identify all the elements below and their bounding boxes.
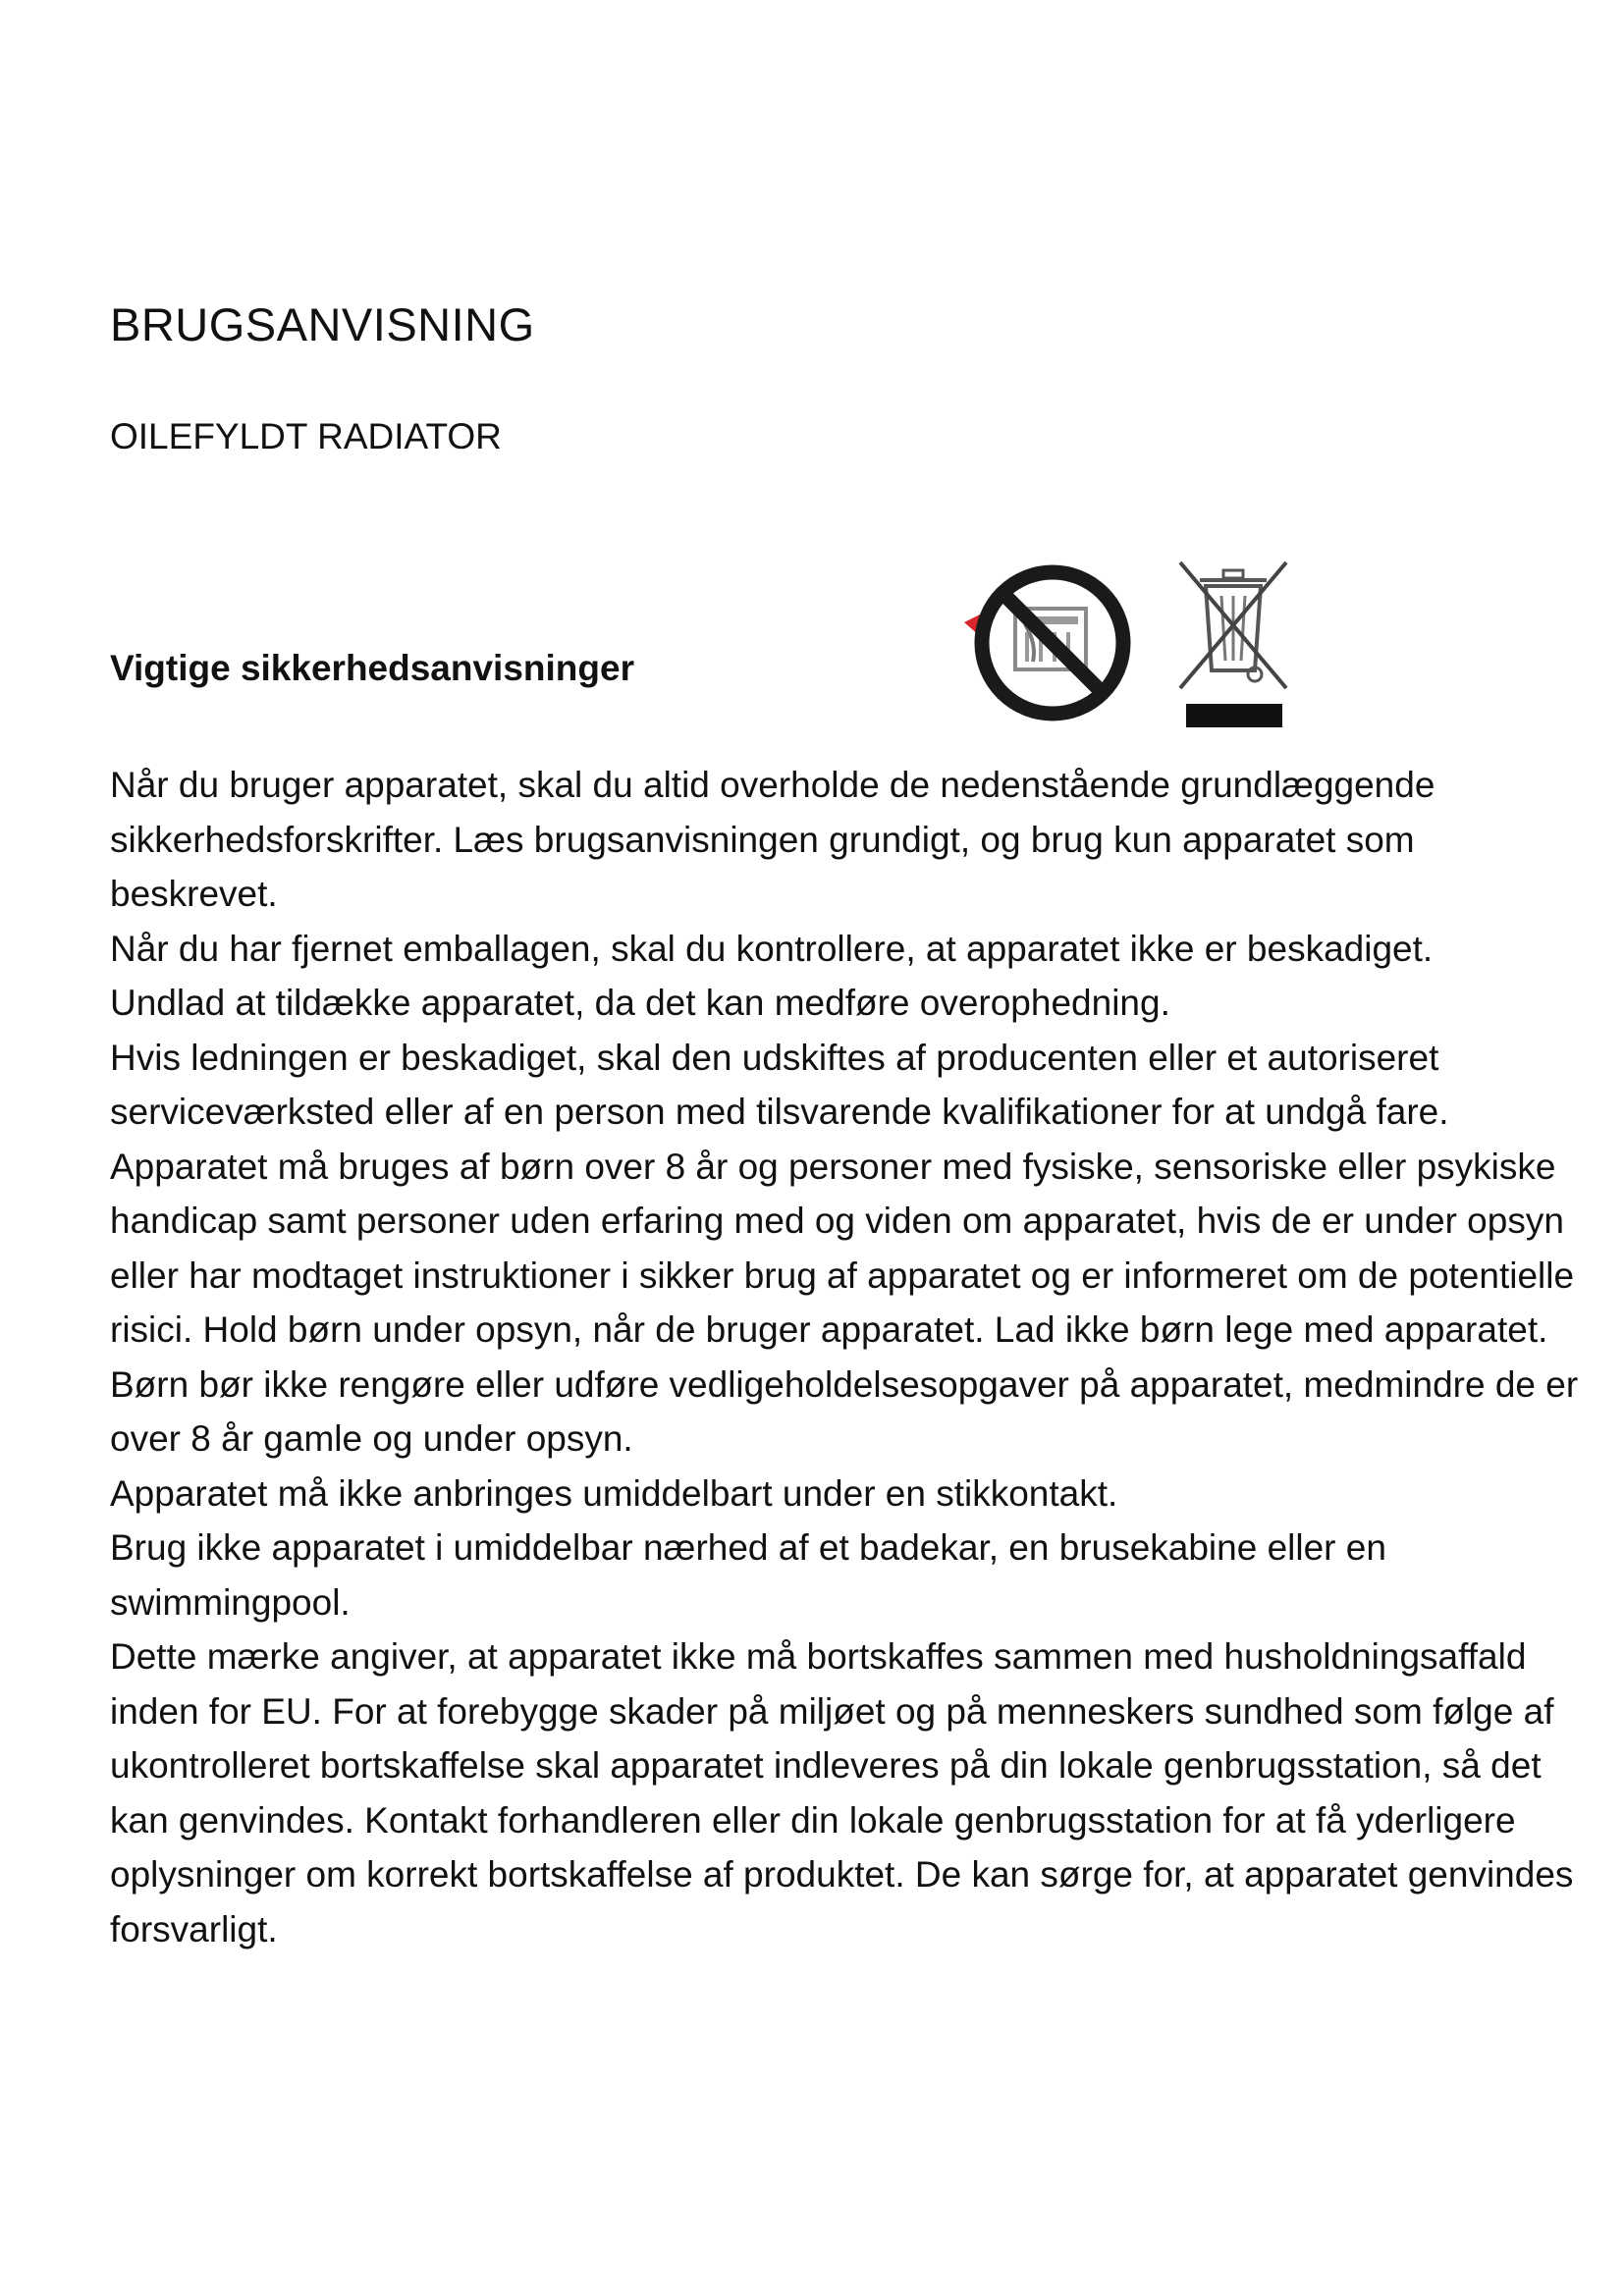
document-title: BRUGSANVISNING [110, 298, 535, 350]
paragraph: Hvis ledningen er beskadiget, skal den udskiftes af producenten eller et autoriseret serviceværksted eller af en person med tilsvarende kvalifikationer for at undgå fare. [110, 1037, 1449, 1132]
paragraph: Undlad at tildække apparatet, da det kan medføre overophedning. [110, 983, 1170, 1023]
weee-crossed-bin-icon [1170, 555, 1298, 731]
paragraph: Børn bør ikke rengøre eller udføre vedligeholdelsesopgaver på apparatet, medmindre de er over 8 år gamle og under opsyn. [110, 1363, 1579, 1459]
paragraph: Apparatet må bruges af børn over 8 år og personer med fysiske, sensoriske eller psykiske handicap samt personer uden erfaring med og viden om apparatet, hvis de er under opsyn eller har modtaget instruktioner i sikker brug af apparatet og er informeret om de potentielle risici. Hold børn under opsyn, når de bruger apparatet. Lad ikke børn lege med apparatet. [110, 1146, 1575, 1350]
paragraph: Dette mærke angiver, at apparatet ikke må bortskaffes sammen med husholdningsaffald inden for EU. For at forebygge skader på miljøet og på menneskers sundhed som følge af ukontrolleret bortskaffelse skal apparatet indleveres på din lokale genbrugsstation, så det kan genvindes. Kontakt forhandleren eller din lokale genbrugsstation for at få yderligere oplysninger om korrekt bortskaffelse af produktet. De kan sørge for, at apparatet genvindes forsvarligt. [110, 1636, 1574, 1949]
safety-icons [964, 555, 1298, 731]
section-heading: Vigtige sikkerhedsanvisninger [110, 648, 634, 688]
paragraph: Når du bruger apparatet, skal du altid overholde de nedenstående grundlæggende sikkerhedsforskrifter. Læs brugsanvisningen grundigt, og brug kun apparatet som beskrevet. [110, 765, 1435, 914]
document-subtitle: OILEFYLDT RADIATOR [110, 416, 502, 456]
do-not-cover-icon [964, 560, 1141, 726]
paragraph: Brug ikke apparatet i umiddelbar nærhed af et badekar, en brusekabine eller en swimmingpool. [110, 1527, 1386, 1623]
safety-instructions [110, 758, 1583, 1956]
paragraph: Når du har fjernet emballagen, skal du kontrollere, at apparatet ikke er beskadiget. [110, 928, 1434, 969]
paragraph: Apparatet må ikke anbringes umiddelbart under en stikkontakt. [110, 1472, 1118, 1514]
